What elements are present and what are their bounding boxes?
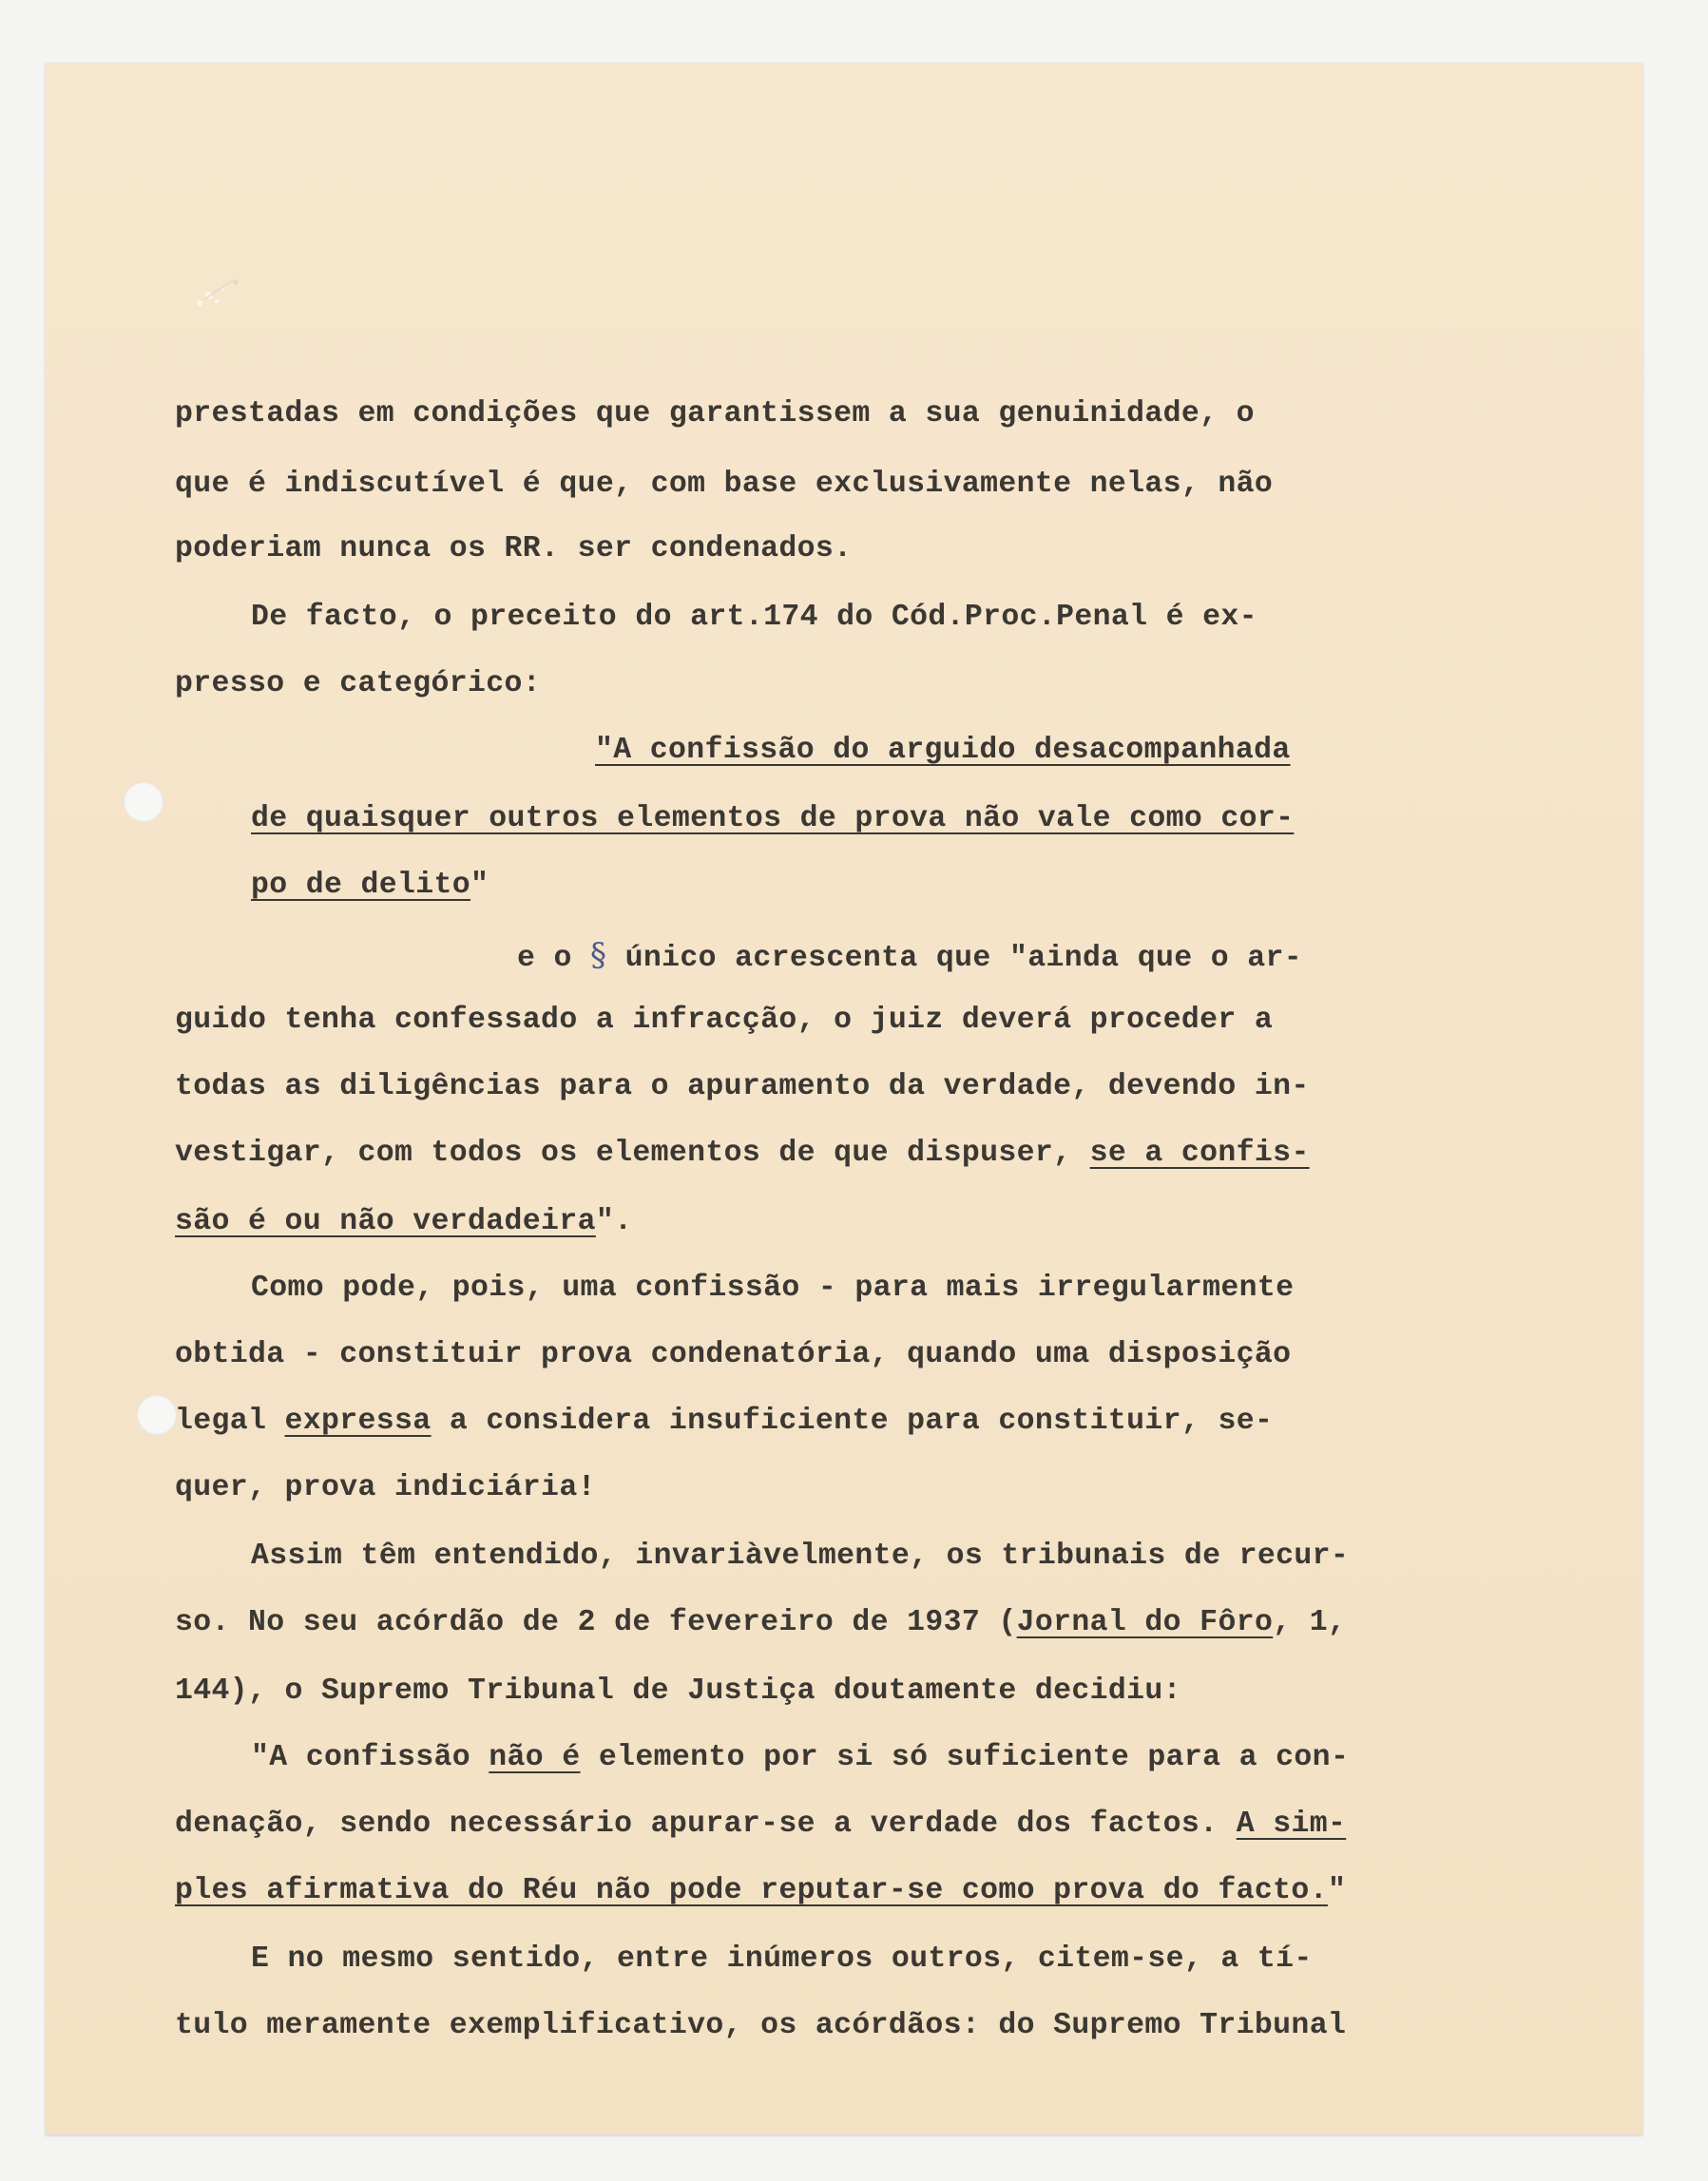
section-symbol: § bbox=[590, 936, 607, 974]
q2-underlined-1: não é bbox=[489, 1741, 581, 1774]
p3-underlined-1: se a confis- bbox=[1089, 1137, 1310, 1170]
p2-line-2: presso e categórico: bbox=[175, 667, 542, 700]
punch-hole-upper bbox=[124, 782, 163, 822]
p5-line-1: Assim têm entendido, invariàvelmente, os tribunais de recur- bbox=[251, 1540, 1350, 1573]
p6-line-2: tulo meramente exemplificativo, os acórdãos: do Supremo Tribunal bbox=[175, 2009, 1347, 2042]
p3-line-4: vestigar, com todos os elementos de que dispuser, se a confis- bbox=[175, 1137, 1310, 1170]
p3-underlined-2: são é ou não verdadeira bbox=[175, 1205, 596, 1238]
q1-underlined-3: po de delito bbox=[251, 869, 471, 902]
p3-line-1: e o § único acrescenta que "ainda que o ar- bbox=[517, 936, 1302, 975]
p3-line-2: guido tenha confessado a infracção, o juiz deverá proceder a bbox=[175, 1004, 1274, 1037]
q2-line-1: "A confissão não é elemento por si só suficiente para a con- bbox=[251, 1741, 1350, 1774]
p4-line-2: obtida - constituir prova condenatória, quando uma disposição bbox=[175, 1338, 1292, 1371]
p1-line-3: poderiam nunca os RR. ser condenados. bbox=[175, 532, 853, 565]
p3-line-3: todas as diligências para o apuramento da verdade, devendo in- bbox=[175, 1070, 1310, 1103]
p4-underlined: expressa bbox=[284, 1405, 432, 1438]
q1-line-2 bbox=[251, 804, 1294, 834]
p3-line-5: são é ou não verdadeira". bbox=[175, 1205, 633, 1238]
p5-underlined: Jornal do Fôro bbox=[1016, 1606, 1274, 1639]
punch-hole-lower bbox=[137, 1395, 177, 1435]
p6-line-1: E no mesmo sentido, entre inúmeros outros, citem-se, a tí- bbox=[251, 1942, 1313, 1976]
q2-underlined-3: ples afirmativa do Réu não pode reputar-se como prova do facto. bbox=[175, 1874, 1328, 1907]
p1-line-2: que é indiscutível é que, com base exclusivamente nelas, não bbox=[175, 468, 1274, 501]
q2-line-3: ples afirmativa do Réu não pode reputar-se como prova do facto." bbox=[175, 1874, 1347, 1907]
q1-line-3: po de delito" bbox=[251, 869, 489, 902]
p4-line-4: quer, prova indiciária! bbox=[175, 1471, 596, 1504]
q1-line-1 bbox=[595, 736, 1291, 766]
q1-underlined-1: "A confissão do arguido desacompanhada bbox=[595, 734, 1291, 767]
p4-line-3: legal expressa a considera insuficiente para constituir, se- bbox=[175, 1405, 1274, 1438]
q2-underlined-2: A sim- bbox=[1236, 1808, 1347, 1841]
q2-line-2: denação, sendo necessário apurar-se a verdade dos factos. A sim- bbox=[175, 1808, 1347, 1841]
p1-line-1: prestadas em condições que garantissem a sua genuinidade, o bbox=[175, 397, 1255, 430]
q1-underlined-2: de quaisquer outros elementos de prova não vale como cor- bbox=[251, 802, 1295, 835]
p5-line-3: 144), o Supremo Tribunal de Justiça doutamente decidiu: bbox=[175, 1674, 1181, 1708]
p4-line-1: Como pode, pois, uma confissão - para mais irregularmente bbox=[251, 1272, 1295, 1305]
p2-line-1: De facto, o preceito do art.174 do Cód.Proc.Penal é ex- bbox=[251, 601, 1257, 634]
paper-sheet bbox=[46, 63, 1642, 2134]
paper-damage-speck bbox=[188, 267, 264, 315]
p5-line-2: so. No seu acórdão de 2 de fevereiro de 1937 (Jornal do Fôro, 1, bbox=[175, 1606, 1347, 1639]
